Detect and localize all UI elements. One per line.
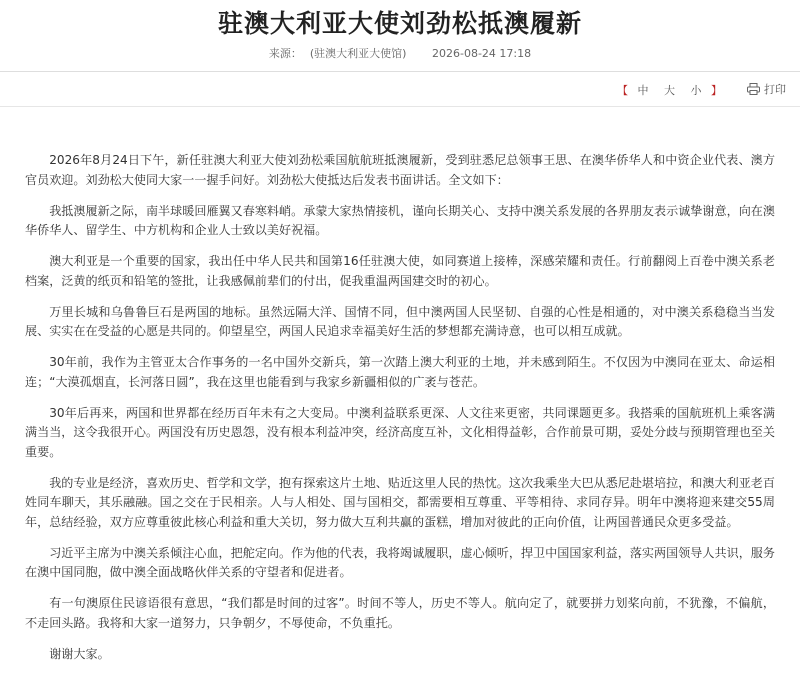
article-toolbar [0, 72, 800, 106]
paragraph: 2026年8月24日下午，新任驻澳大利亚大使刘劲松乘国航航班抵澳履新，受到驻悉尼总领事王思、在澳华侨华人和中资企业代表、澳方官员欢迎。刘劲松大使同大家一一握手问好。刘劲松大使抵达后发表书面讲话。全文如下： [25, 153, 775, 187]
publish-datetime: 2026-08-24 17:18 [431, 47, 532, 60]
printer-icon [747, 83, 760, 95]
paragraph: 谢谢大家。 [49, 646, 110, 661]
paragraph: 万里长城和乌鲁鲁巨石是两国的地标。虽然远隔大洋、国情不同，但中澳两国人民坚韧、自强的心性是相通的，对中澳关系稳稳当当发展、实实在在受益的心愿是共同的。仰望星空，两国人民追求幸福美好生活的梦想都充满诗意，也可以相互成就。 [25, 304, 775, 338]
paragraph: 习近平主席为中澳关系倾注心血，把舵定向。作为他的代表，我将竭诚履职，虚心倾听，捍卫中国国家利益，落实两国领导人共识，服务在澳中国同胞，做中澳全面战略伙伴关系的守望者和促进者。 [25, 545, 775, 579]
font-size-option-1[interactable]: 中 [637, 84, 649, 97]
bracket-open: 【 [617, 84, 628, 97]
bracket-close: 】 [711, 84, 722, 97]
font-size-option-2[interactable]: 大 [664, 84, 675, 97]
print-label: 打印 [764, 83, 786, 96]
source-name: (驻澳大利亚大使馆) [309, 47, 407, 60]
font-size-switcher [617, 82, 722, 98]
font-size-option-3[interactable]: 小 [690, 84, 702, 97]
paragraph: 我抵澳履新之际，南半球暖回雁翼又春寒料峭。承蒙大家热情接机，谨向长期关心、支持中澳关系发展的各界朋友表示诚挚谢意，向在澳华侨华人、留学生、中方机构和企业人士致以美好祝福。 [25, 203, 775, 237]
paragraph: 澳大利亚是一个重要的国家，我出任中华人民共和国第16任驻澳大使，如同赛道上接棒，深感荣耀和责任。行前翻阅上百卷中澳关系老档案，泛黄的纸页和铅笔的签批，让我感佩前辈们的付出，促我重温两国建交时的初心。 [25, 254, 775, 288]
paragraph: 30年前，我作为主管亚太合作事务的一名中国外交新兵，第一次踏上澳大利亚的土地，并未感到陌生。不仅因为中澳同在亚太、命运相连；“大漠孤烟直，长河落日圆”，我在这里也能看到与我家乡新疆相似的广袤与苍茫。 [25, 355, 775, 389]
paragraph: 我的专业是经济，喜欢历史、哲学和文学，抱有探索这片土地、贴近这里人民的热忱。这次我乘坐大巴从悉尼赴堪培拉，和澳大利亚老百姓同车聊天，其乐融融。国之交在于民相亲。人与人相处、国与国相交，都需要相互尊重、平等相待、求同存异。明年中澳将迎来建交55周年，总结经验，双方应尊重彼此核心利益和重大关切，努力做大互利共赢的蛋糕，增加对彼此的正向价值，让两国普通民众更多受益。 [25, 475, 776, 529]
article-meta [0, 46, 800, 62]
article-title: 驻澳大利亚大使刘劲松抵澳履新 [217, 9, 582, 38]
paragraph: 30年后再来，两国和世界都在经历百年未有之大变局。中澳利益联系更深、人文往来更密，共同课题更多。我搭乘的国航班机上乘客满满当当，这令我很开心。两国没有历史恩怨，没有根本利益冲突，经济高度互补，文化相得益彰，合作前景可期，妥处分歧与预期管理也至关重要。 [25, 405, 775, 459]
article-body [0, 151, 800, 664]
print-button[interactable] [747, 81, 786, 97]
source-label: 来源： [268, 47, 302, 60]
toolbar-divider [0, 106, 800, 107]
paragraph: 有一句澳原住民谚语很有意思，“我们都是时间的过客”。时间不等人，历史不等人。航向定了，就要拼力划桨向前，不犹豫，不偏航，不走回头路。我将和大家一道努力，只争朝夕，不辱使命，不负重托。 [25, 596, 775, 630]
